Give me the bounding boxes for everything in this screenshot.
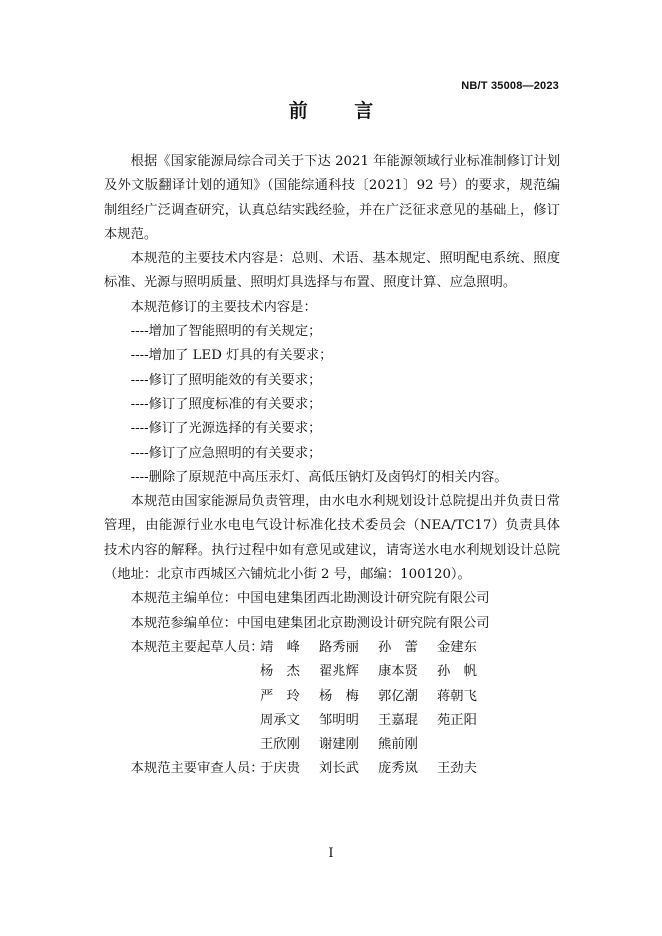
- drafter-name: 谢建刚: [319, 737, 359, 753]
- reviewers-block: [104, 757, 560, 781]
- drafter-name: 周承文: [260, 712, 300, 728]
- drafter-name: 靖 峰: [260, 639, 300, 655]
- drafter-name: 邹明明: [319, 712, 359, 728]
- reviewer-name: 刘长武: [319, 761, 359, 777]
- drafter-name: 康本贤: [378, 664, 418, 680]
- reviewer-name: 于庆贵: [260, 761, 300, 777]
- drafter-name: 熊前刚: [378, 737, 418, 753]
- drafter-name: 郭亿潮: [378, 688, 418, 704]
- revision-item: ----修订了照度标准的有关要求；: [130, 396, 322, 412]
- drafters-label: 本规范主要起草人员：: [130, 639, 264, 655]
- page-title: 前 言: [288, 100, 394, 122]
- chief-unit: 本规范主编单位：中国电建集团西北勘测设计研究院有限公司: [130, 591, 490, 607]
- revision-intro: 本规范修订的主要技术内容是：: [130, 299, 317, 315]
- drafters-block: [104, 636, 560, 757]
- reviewer-name: 王劲夫: [437, 761, 477, 777]
- drafter-name: 苑正阳: [437, 712, 477, 728]
- drafter-name: 翟兆辉: [319, 664, 359, 680]
- drafter-name: 王嘉琨: [378, 712, 418, 728]
- main-content-paragraph: 本规范的主要技术内容是：总则、术语、基本规定、照明配电系统、照度标准、光源与照明质量、照明灯具选择与布置、照度计算、应急照明。: [104, 251, 560, 291]
- drafters-row: [104, 660, 560, 684]
- reviewers-label: 本规范主要审查人员：: [130, 761, 264, 777]
- drafter-name: 孙 蕾: [378, 639, 418, 655]
- preface-body: [104, 150, 560, 782]
- reviewers-row: [104, 757, 560, 781]
- revision-item: ----修订了光源选择的有关要求；: [130, 421, 322, 437]
- drafter-name: 严 玲: [260, 688, 300, 704]
- drafter-name: 孙 帆: [437, 664, 477, 680]
- participating-unit: 本规范参编单位：中国电建集团北京勘测设计研究院有限公司: [130, 615, 490, 631]
- drafters-row: [104, 636, 560, 660]
- reviewer-name: 庞秀岚: [378, 761, 418, 777]
- drafter-name: 杨 杰: [260, 664, 300, 680]
- intro-paragraph: 根据《国家能源局综合司关于下达 2021 年能源领域行业标准制修订计划及外文版翻译计划的通知》（国能综通科技〔2021〕92 号）的要求，规范编制组经广泛调查研究，认真总结实践经验，并在广泛征求意见的基础上，修订本规范。: [104, 154, 560, 242]
- drafter-name: 金建东: [437, 639, 477, 655]
- drafters-row: [104, 709, 560, 733]
- revision-item: ----增加了智能照明的有关规定；: [130, 324, 322, 340]
- revision-item: ----删除了原规范中高压汞灯、高低压钠灯及卤钨灯的相关内容。: [130, 469, 508, 485]
- drafter-name: 王欣刚: [260, 737, 300, 753]
- standard-code: NB/T 35008—2023: [461, 80, 559, 92]
- drafters-row: [104, 685, 560, 709]
- management-paragraph: 本规范由国家能源局负责管理，由水电水利规划设计总院提出并负责日常管理，由能源行业水电电气设计标准化技术委员会（NEA/TC17）负责具体技术内容的解释。执行过程中如有意见或建议，请寄送水电水利规划设计总院（地址：北京市西城区六铺炕北小街 2 号，邮编：100120）。: [104, 494, 560, 583]
- revision-item: ----修订了应急照明的有关要求；: [130, 445, 322, 461]
- drafter-name: 蒋朝飞: [437, 688, 477, 704]
- revision-item: ----修订了照明能效的有关要求；: [130, 372, 322, 388]
- drafters-row: [104, 733, 560, 757]
- drafter-name: 路秀丽: [319, 639, 359, 655]
- drafter-name: 杨 梅: [319, 688, 359, 704]
- page-number: I: [328, 846, 334, 861]
- revision-item: ----增加了 LED 灯具的有关要求；: [130, 348, 333, 364]
